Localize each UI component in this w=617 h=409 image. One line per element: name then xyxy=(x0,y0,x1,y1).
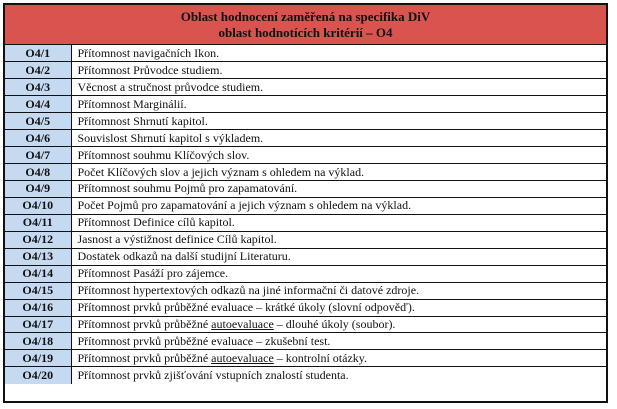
table-row xyxy=(5,197,606,214)
criterion-description: Souvislost Shrnutí kapitol s výkladem. xyxy=(71,130,606,147)
criterion-code: O4/8 xyxy=(5,164,71,181)
criterion-code: O4/5 xyxy=(5,113,71,130)
criterion-description xyxy=(71,316,606,333)
criterion-code: O4/9 xyxy=(5,181,71,198)
criterion-code: O4/17 xyxy=(5,316,71,333)
table-row xyxy=(5,316,606,333)
criterion-code: O4/7 xyxy=(5,147,71,164)
criterion-description: Přítomnost prvků průběžné evaluace – zkušební test. xyxy=(71,333,606,350)
criterion-code: O4/3 xyxy=(5,79,71,96)
criterion-code: O4/15 xyxy=(5,282,71,299)
table-row xyxy=(5,333,606,350)
table-row xyxy=(5,130,606,147)
table-row xyxy=(5,96,606,113)
table-row xyxy=(5,282,606,299)
criterion-code: O4/11 xyxy=(5,214,71,231)
criterion-description: Přítomnost Průvodce studiem. xyxy=(71,62,606,79)
criterion-underlined-term: autoevaluace xyxy=(211,316,274,331)
criterion-text-end: – dlouhé úkoly (soubor). xyxy=(273,316,396,331)
criterion-description: Jasnost a výstižnost definice Cílů kapitol. xyxy=(71,231,606,248)
criterion-code: O4/13 xyxy=(5,248,71,265)
table-row xyxy=(5,367,606,384)
criterion-code: O4/2 xyxy=(5,62,71,79)
criterion-description: Přítomnost hypertextových odkazů na jiné informační či datové zdroje. xyxy=(71,282,606,299)
table-row xyxy=(5,181,606,198)
criterion-text-start: Přítomnost prvků průběžné xyxy=(77,350,212,365)
criteria-table-body xyxy=(5,45,606,384)
criterion-code: O4/1 xyxy=(5,45,71,62)
table-row xyxy=(5,248,606,265)
criterion-underlined-term: autoevaluace xyxy=(211,350,274,365)
criterion-description: Přítomnost navigačních Ikon. xyxy=(71,45,606,62)
criterion-description xyxy=(71,350,606,367)
table-row xyxy=(5,62,606,79)
table-row xyxy=(5,350,606,367)
table-row xyxy=(5,214,606,231)
table-title xyxy=(5,5,606,45)
criterion-description: Počet Pojmů pro zapamatování a jejich význam s ohledem na výklad. xyxy=(71,197,606,214)
criteria-table-frame xyxy=(3,3,608,403)
criterion-description: Přítomnost Definice cílů kapitol. xyxy=(71,214,606,231)
criterion-description: Přítomnost souhmu Pojmů pro zapamatování. xyxy=(71,181,606,198)
criterion-description: Přítomnost Marginálií. xyxy=(71,96,606,113)
criterion-code: O4/10 xyxy=(5,197,71,214)
table-row xyxy=(5,164,606,181)
table-row xyxy=(5,231,606,248)
criterion-text-end: – kontrolní otázky. xyxy=(273,350,367,365)
table-row xyxy=(5,45,606,62)
criterion-description: Počet Klíčových slov a jejich význam s ohledem na výklad. xyxy=(71,164,606,181)
criterion-code: O4/4 xyxy=(5,96,71,113)
criterion-description: Přítomnost prvků zjišťování vstupních znalostí studenta. xyxy=(71,367,606,384)
table-row xyxy=(5,147,606,164)
criterion-code: O4/18 xyxy=(5,333,71,350)
criterion-description: Věcnost a stručnost průvodce studiem. xyxy=(71,79,606,96)
criteria-table xyxy=(5,45,606,384)
table-title-line-2: oblast hodnotících kritérií – O4 xyxy=(218,24,393,40)
table-row xyxy=(5,265,606,282)
criterion-description: Dostatek odkazů na další studijní Literaturu. xyxy=(71,248,606,265)
table-title-line-1: Oblast hodnocení zaměřená na specifika DiV xyxy=(180,8,431,24)
criterion-text-start: Přítomnost prvků průběžné xyxy=(77,316,212,331)
criterion-description: Přítomnost Shrnutí kapitol. xyxy=(71,113,606,130)
criterion-description: Přítomnost Pasáží pro zájemce. xyxy=(71,265,606,282)
table-row xyxy=(5,299,606,316)
criterion-code: O4/19 xyxy=(5,350,71,367)
criterion-description: Přítomnost prvků průběžné evaluace – krátké úkoly (slovní odpověď). xyxy=(71,299,606,316)
criterion-code: O4/16 xyxy=(5,299,71,316)
criterion-code: O4/20 xyxy=(5,367,71,384)
table-row xyxy=(5,79,606,96)
criterion-code: O4/6 xyxy=(5,130,71,147)
criterion-code: O4/14 xyxy=(5,265,71,282)
criterion-code: O4/12 xyxy=(5,231,71,248)
table-row xyxy=(5,113,606,130)
criterion-description: Přítomnost souhmu Klíčových slov. xyxy=(71,147,606,164)
